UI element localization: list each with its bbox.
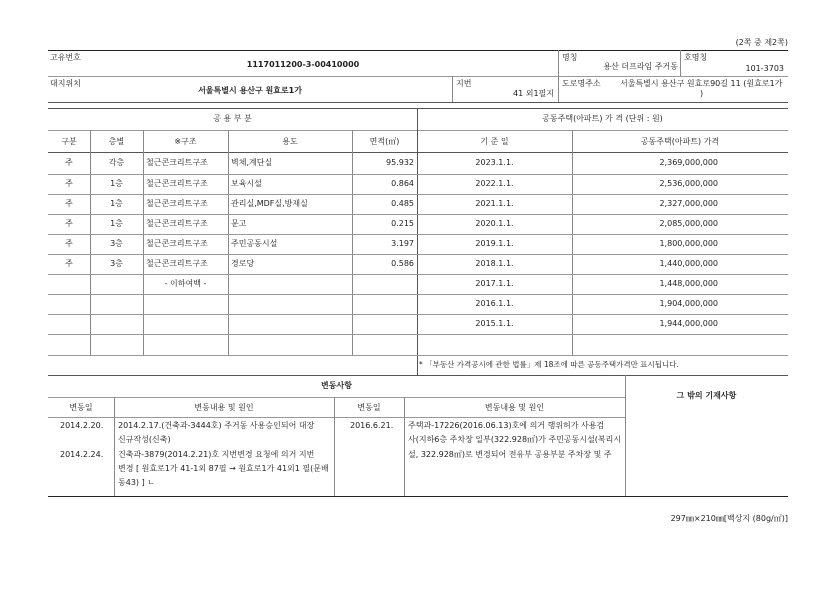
main-header-rule <box>48 152 788 153</box>
price-row-7-price: 1,448,000,000 <box>659 279 718 288</box>
page-info: (2쪽 중 제2쪽) <box>735 38 788 47</box>
price-row-1-price: 2,369,000,000 <box>659 158 718 167</box>
change-entry-1-date: 2014.2.20. <box>60 421 104 430</box>
common-row-5-area: 3.197 <box>391 239 414 248</box>
price-row-3-date: 2021.1.1. <box>475 199 514 208</box>
change-entry-3-date: 2016.6.21. <box>350 421 394 430</box>
changes-top-rule <box>48 375 788 376</box>
change-entry-3-line-1: 주택과-17226(2016.06.13)호에 의거 행위허가 사용검 <box>408 421 605 430</box>
road-value-line1: 서울특별시 용산구 원효로90길 11 (원효로1가 <box>620 79 783 88</box>
price-row-6-price: 1,440,000,000 <box>659 259 718 268</box>
header-bottom-rule <box>48 102 788 103</box>
price-row-1-date: 2023.1.1. <box>475 158 514 167</box>
common-row-3-floor: 1층 <box>110 199 123 208</box>
lot-value: 41 외1필지 <box>513 89 554 98</box>
id-value: 1117011200-3-00410000 <box>246 60 360 69</box>
change-entry-2-line-2: 변경 [ 원효로1가 41-1외 87필 → 원효로1가 41외1 필(문배 <box>118 464 329 473</box>
price-row-2-date: 2022.1.1. <box>475 179 514 188</box>
row-rule-7 <box>48 294 788 295</box>
common-row-6-use: 경로당 <box>231 259 255 268</box>
common-row-5-structure: 철근콘크리트구조 <box>146 239 208 248</box>
col-structure-header: ※구조 <box>174 137 197 146</box>
header-top-rule <box>48 50 788 51</box>
common-row-4-kind: 주 <box>65 219 73 228</box>
common-row-2-area: 0.864 <box>391 179 414 188</box>
common-row-6-area: 0.586 <box>391 259 414 268</box>
common-row-6-floor: 3층 <box>110 259 123 268</box>
price-row-7-date: 2017.1.1. <box>475 279 514 288</box>
price-title: 공동주택(아파트) 가 격 (단위 : 원) <box>542 114 663 123</box>
change-entry-2-date: 2014.2.24. <box>60 450 104 459</box>
common-row-2-structure: 철근콘크리트구조 <box>146 179 208 188</box>
changes-left-content-header: 변동내용 및 원인 <box>194 403 254 412</box>
location-label: 대지위치 <box>50 79 81 88</box>
common-row-3-area: 0.485 <box>391 199 414 208</box>
header-divider-unit <box>680 50 681 76</box>
price-row-9-price: 1,944,000,000 <box>659 319 718 328</box>
price-row-6-date: 2018.1.1. <box>475 259 514 268</box>
header-divider-lot <box>452 76 453 102</box>
location-value: 서울특별시 용산구 원효로1가 <box>198 86 302 95</box>
change-entry-3-line-2: 사(지하6층 주차장 일부(322.928㎡)가 주민공동시설(복리시 <box>408 435 622 444</box>
changes-right-date-header: 변동일 <box>357 403 381 412</box>
common-row-5-use: 주민공동시설 <box>231 239 278 248</box>
common-title: 공 용 부 분 <box>213 114 252 123</box>
row-rule-6 <box>48 274 788 275</box>
changes-right-content-header: 변동내용 및 원인 <box>484 403 545 412</box>
col-area-header: 면적(㎡) <box>369 137 400 146</box>
common-row-2-floor: 1층 <box>110 179 123 188</box>
row-rule-2 <box>48 194 788 195</box>
changes-title: 변동사항 <box>321 381 352 390</box>
price-row-5-price: 1,800,000,000 <box>659 239 718 248</box>
header-divider-mid <box>558 50 559 102</box>
common-row-3-structure: 철근콘크리트구조 <box>146 199 208 208</box>
common-row-3-use: 관리실,MDF실,방재실 <box>231 199 308 208</box>
id-label: 고유번호 <box>50 53 81 62</box>
price-row-5-date: 2019.1.1. <box>475 239 514 248</box>
common-row-5-kind: 주 <box>65 239 73 248</box>
change-entry-1-line-1: 2014.2.17.(건축과-3444호) 주거동 사용승인되어 대장 <box>118 421 315 430</box>
paper-spec: 297㎜×210㎜[백상지 (80g/㎡)] <box>670 514 788 523</box>
common-row-1-use: 벽체,계단실 <box>231 158 273 167</box>
road-value-line2: ) <box>700 89 704 98</box>
col-date-header: 기 준 일 <box>480 137 509 146</box>
changes-title-rule <box>48 397 625 398</box>
price-row-8-date: 2016.1.1. <box>475 299 514 308</box>
col-line-3 <box>228 130 229 355</box>
common-row-1-kind: 주 <box>65 158 73 167</box>
col-line-2 <box>143 130 144 355</box>
common-row-2-kind: 주 <box>65 179 73 188</box>
unit-value: 101-3703 <box>745 64 784 73</box>
common-row-2-use: 보육시설 <box>231 179 262 188</box>
blank-note: - 이하여백 - <box>164 279 207 288</box>
header-mid-rule <box>48 76 788 77</box>
col-price-header: 공동주택(아파트) 가격 <box>640 137 720 146</box>
other-entries-title: 그 밖의 기재사항 <box>676 391 737 400</box>
col-floor-header: 층별 <box>108 137 125 146</box>
name-value: 용산 더프라임 주거동 <box>603 62 678 71</box>
price-note: * 「부동산 가격공시에 관한 법률」제 18조에 따른 공동주택가격만 표시됩니다. <box>419 360 679 369</box>
price-row-4-price: 2,085,000,000 <box>659 219 718 228</box>
lot-label: 지번 <box>456 79 472 88</box>
col-kind-header: 구분 <box>61 137 77 146</box>
row-rule-8 <box>48 314 788 315</box>
price-row-8-price: 1,904,000,000 <box>659 299 718 308</box>
common-row-1-structure: 철근콘크리트구조 <box>146 158 208 167</box>
common-row-6-structure: 철근콘크리트구조 <box>146 259 208 268</box>
row-rule-5 <box>48 254 788 255</box>
common-row-1-floor: 각층 <box>108 158 125 167</box>
main-title-rule <box>48 130 788 131</box>
price-row-3-price: 2,327,000,000 <box>659 199 718 208</box>
common-row-5-floor: 3층 <box>110 239 123 248</box>
price-row-4-date: 2020.1.1. <box>475 219 514 228</box>
unit-label: 호명칭 <box>684 53 708 62</box>
changes-header-rule <box>48 417 625 418</box>
main-top-rule <box>48 108 788 109</box>
common-row-4-structure: 철근콘크리트구조 <box>146 219 208 228</box>
change-entry-2-line-3: 동43) ] ㄴ <box>118 478 155 487</box>
common-row-4-use: 문고 <box>231 219 247 228</box>
price-row-9-date: 2015.1.1. <box>475 319 514 328</box>
row-rule-4 <box>48 234 788 235</box>
row-rule-1 <box>48 174 788 175</box>
changes-bottom-rule <box>48 496 788 497</box>
changes-left-date-header: 변동일 <box>69 403 93 412</box>
price-row-2-price: 2,536,000,000 <box>659 179 718 188</box>
change-entry-1-line-2: 신규작성(신축) <box>118 435 171 444</box>
common-row-4-floor: 1층 <box>110 219 123 228</box>
common-row-4-area: 0.215 <box>391 219 414 228</box>
col-use-header: 용도 <box>282 137 298 146</box>
change-entry-2-line-1: 건축과-3879(2014.2.21)호 지번변경 요청에 의거 지번 <box>118 450 315 459</box>
row-rule-9 <box>48 334 788 335</box>
common-row-6-kind: 주 <box>65 259 73 268</box>
name-label: 명칭 <box>562 53 578 62</box>
road-label: 도로명주소 <box>562 79 601 88</box>
row-rule-3 <box>48 214 788 215</box>
row-rule-10 <box>48 355 788 356</box>
change-entry-3-line-3: 설, 322.928㎡)로 변경되어 전유부 공용부분 주차장 및 주 <box>408 450 612 459</box>
common-row-3-kind: 주 <box>65 199 73 208</box>
common-row-1-area: 95.932 <box>386 158 414 167</box>
